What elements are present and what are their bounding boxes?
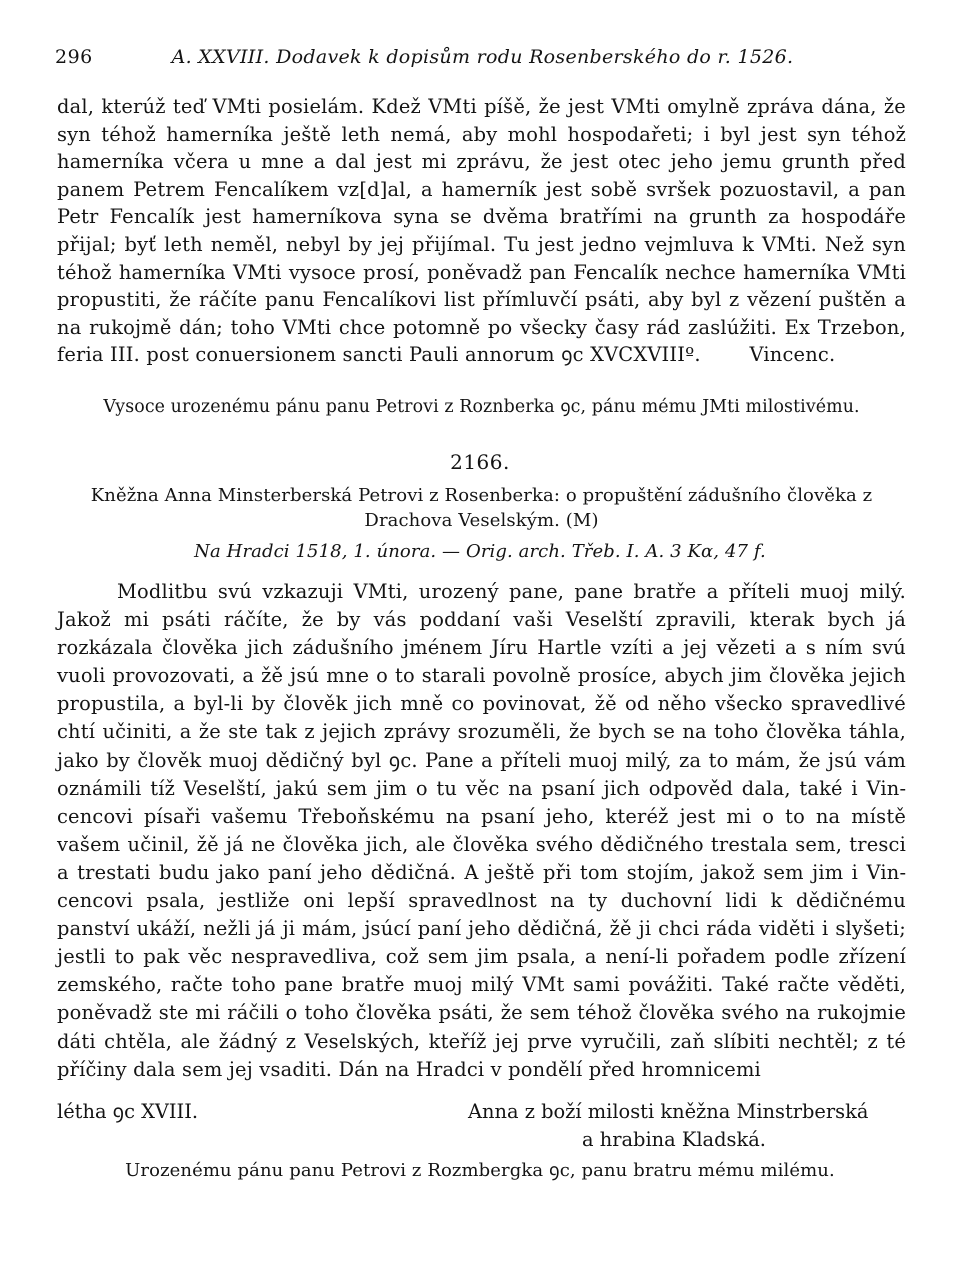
letter-signature-block	[57, 1098, 906, 1158]
letter-address: Urozenému pánu panu Petrovi z Rozmbergka ꝯc, panu bratru mému milému.	[125, 1160, 835, 1181]
previous-letter-signature: Vincenc.	[749, 343, 836, 367]
letter-dateline: Na Hradci 1518, 1. února. — Orig. arch. Třeb. I. A. 3 Kα, 47 f.	[194, 541, 766, 562]
signature-line-1: Anna z boží milosti kněžna Minstrberská	[468, 1100, 869, 1123]
previous-letter-address: Vysoce urozenému pánu panu Petrovi z Roznberka ꝯc, pánu mému JMti milostivému.	[103, 397, 860, 417]
previous-letter	[57, 93, 906, 369]
signature-line-2: a hrabina Kladská.	[582, 1128, 766, 1151]
letter-number: 2166.	[450, 450, 510, 474]
page-number: 296	[55, 46, 93, 68]
letter-regest: Kněžna Anna Minsterberská Petrovi z Rosenberka: o propuštění zádušního člověka z Drachova Veselským. (M)	[90, 485, 873, 531]
letter-body: Modlitbu svú vzkazuji VMti, urozený pane, pane bratře a příteli muoj milý. Jakož mi psáti ráčíte, že by vás poddaní vaši Veselští zpravili, kterak bych já rozkázala člověka jich zádušního jménem Jíru Hartle vzíti a jej vězeti a s ním svú vuoli provozovati, a žě jsú mne o to starali povolně prosíce, abych jim člověka jejich propustila, a byl-li by člověk jich mně co povinovat, žě od něho všecko spravedlivé chtí učiniti, a že ste tak z jejich zprávy srozuměli, že bych se na toho člověka táhla, jako by člověk muoj dědičný byl ꝯc. Pane a příteli muoj milý, za to mám, že jsú vám oznámili tíž Veselští, jakú sem jim o tu věc na psaní jich odpověd dala, také i Vincencovi písaři vašemu Třeboňskému na psaní jeho, kteréž jest mi o to na místě vašem učinil, žě já ne člověka jich, ale člověka svého dědičného trestala sem, tresci a trestati budu jako paní jeho dědičná. A ještě při tom stojím, jakož sem jim i Vincencovi psala, jestliže oni lepší spravedlnost na ty duchovní lidi k dědičnému panství ukáží, nežli já ji mám, jsúcí paní jeho dědičná, žě ji chci ráda viděti i slyšeti; jestli to pak věc nespravedliva, což sem jim psala, a není-li pořadem podle zřízení zemského, račte toho pane bratře muoj milý VMt sami povážiti. Také račte věděti, poněvadž ste mi ráčili o toho člověka psáti, že sem téhož člověka svého na rukojmie dáti chtěla, ale žádný z Veselských, kteříž jej prve vyručili, zaň slíbiti nechtěl; z té příčiny dala sem jej vsaditi. Dán na Hradci v pondělí před hromnicemi	[57, 580, 906, 1081]
running-title: A. XXVIII. Dodavek k dopisům rodu Rosenberského do r. 1526.	[171, 46, 794, 68]
letter-closing-date: létha ꝯc XVIII.	[57, 1100, 199, 1123]
previous-letter-text: dal, kterúž teď VMti posielám. Kdež VMti píšě, že jest VMti omylně zpráva dána, že syn téhož hamerníka ještě leth nemá, aby mohl hospodařeti; i byl jest syn téhož hamerníka včera u mne a dal jest mi zprávu, že jest otec jeho jemu grunth před panem Petrem Fencalíkem vz[d]al, a hamerník jest sobě svršek pozuostavil, a pan Petr Fencalík jest hamerníkova syna se dvěma bratřími na grunth za hospodáře přijal; byť leth neměl, nebyl by jej přijímal. Tu jest jedno vejmluva k VMti. Než syn téhož hamerníka VMti vysoce prosí, poněvadž pan Fencalík nechce hamerníka VMti propustiti, že ráčíte panu Fencalíkovi list přímluvčí psáti, aby byl z vězení puštěn a na rukojmě dán; toho VMti chce potomně po všecky časy rád zaslúžiti. Ex Trzebon, feria III. post conuersionem sancti Pauli annorum ꝯc XVCXVIIIº.	[57, 95, 906, 367]
page-header	[55, 46, 910, 74]
